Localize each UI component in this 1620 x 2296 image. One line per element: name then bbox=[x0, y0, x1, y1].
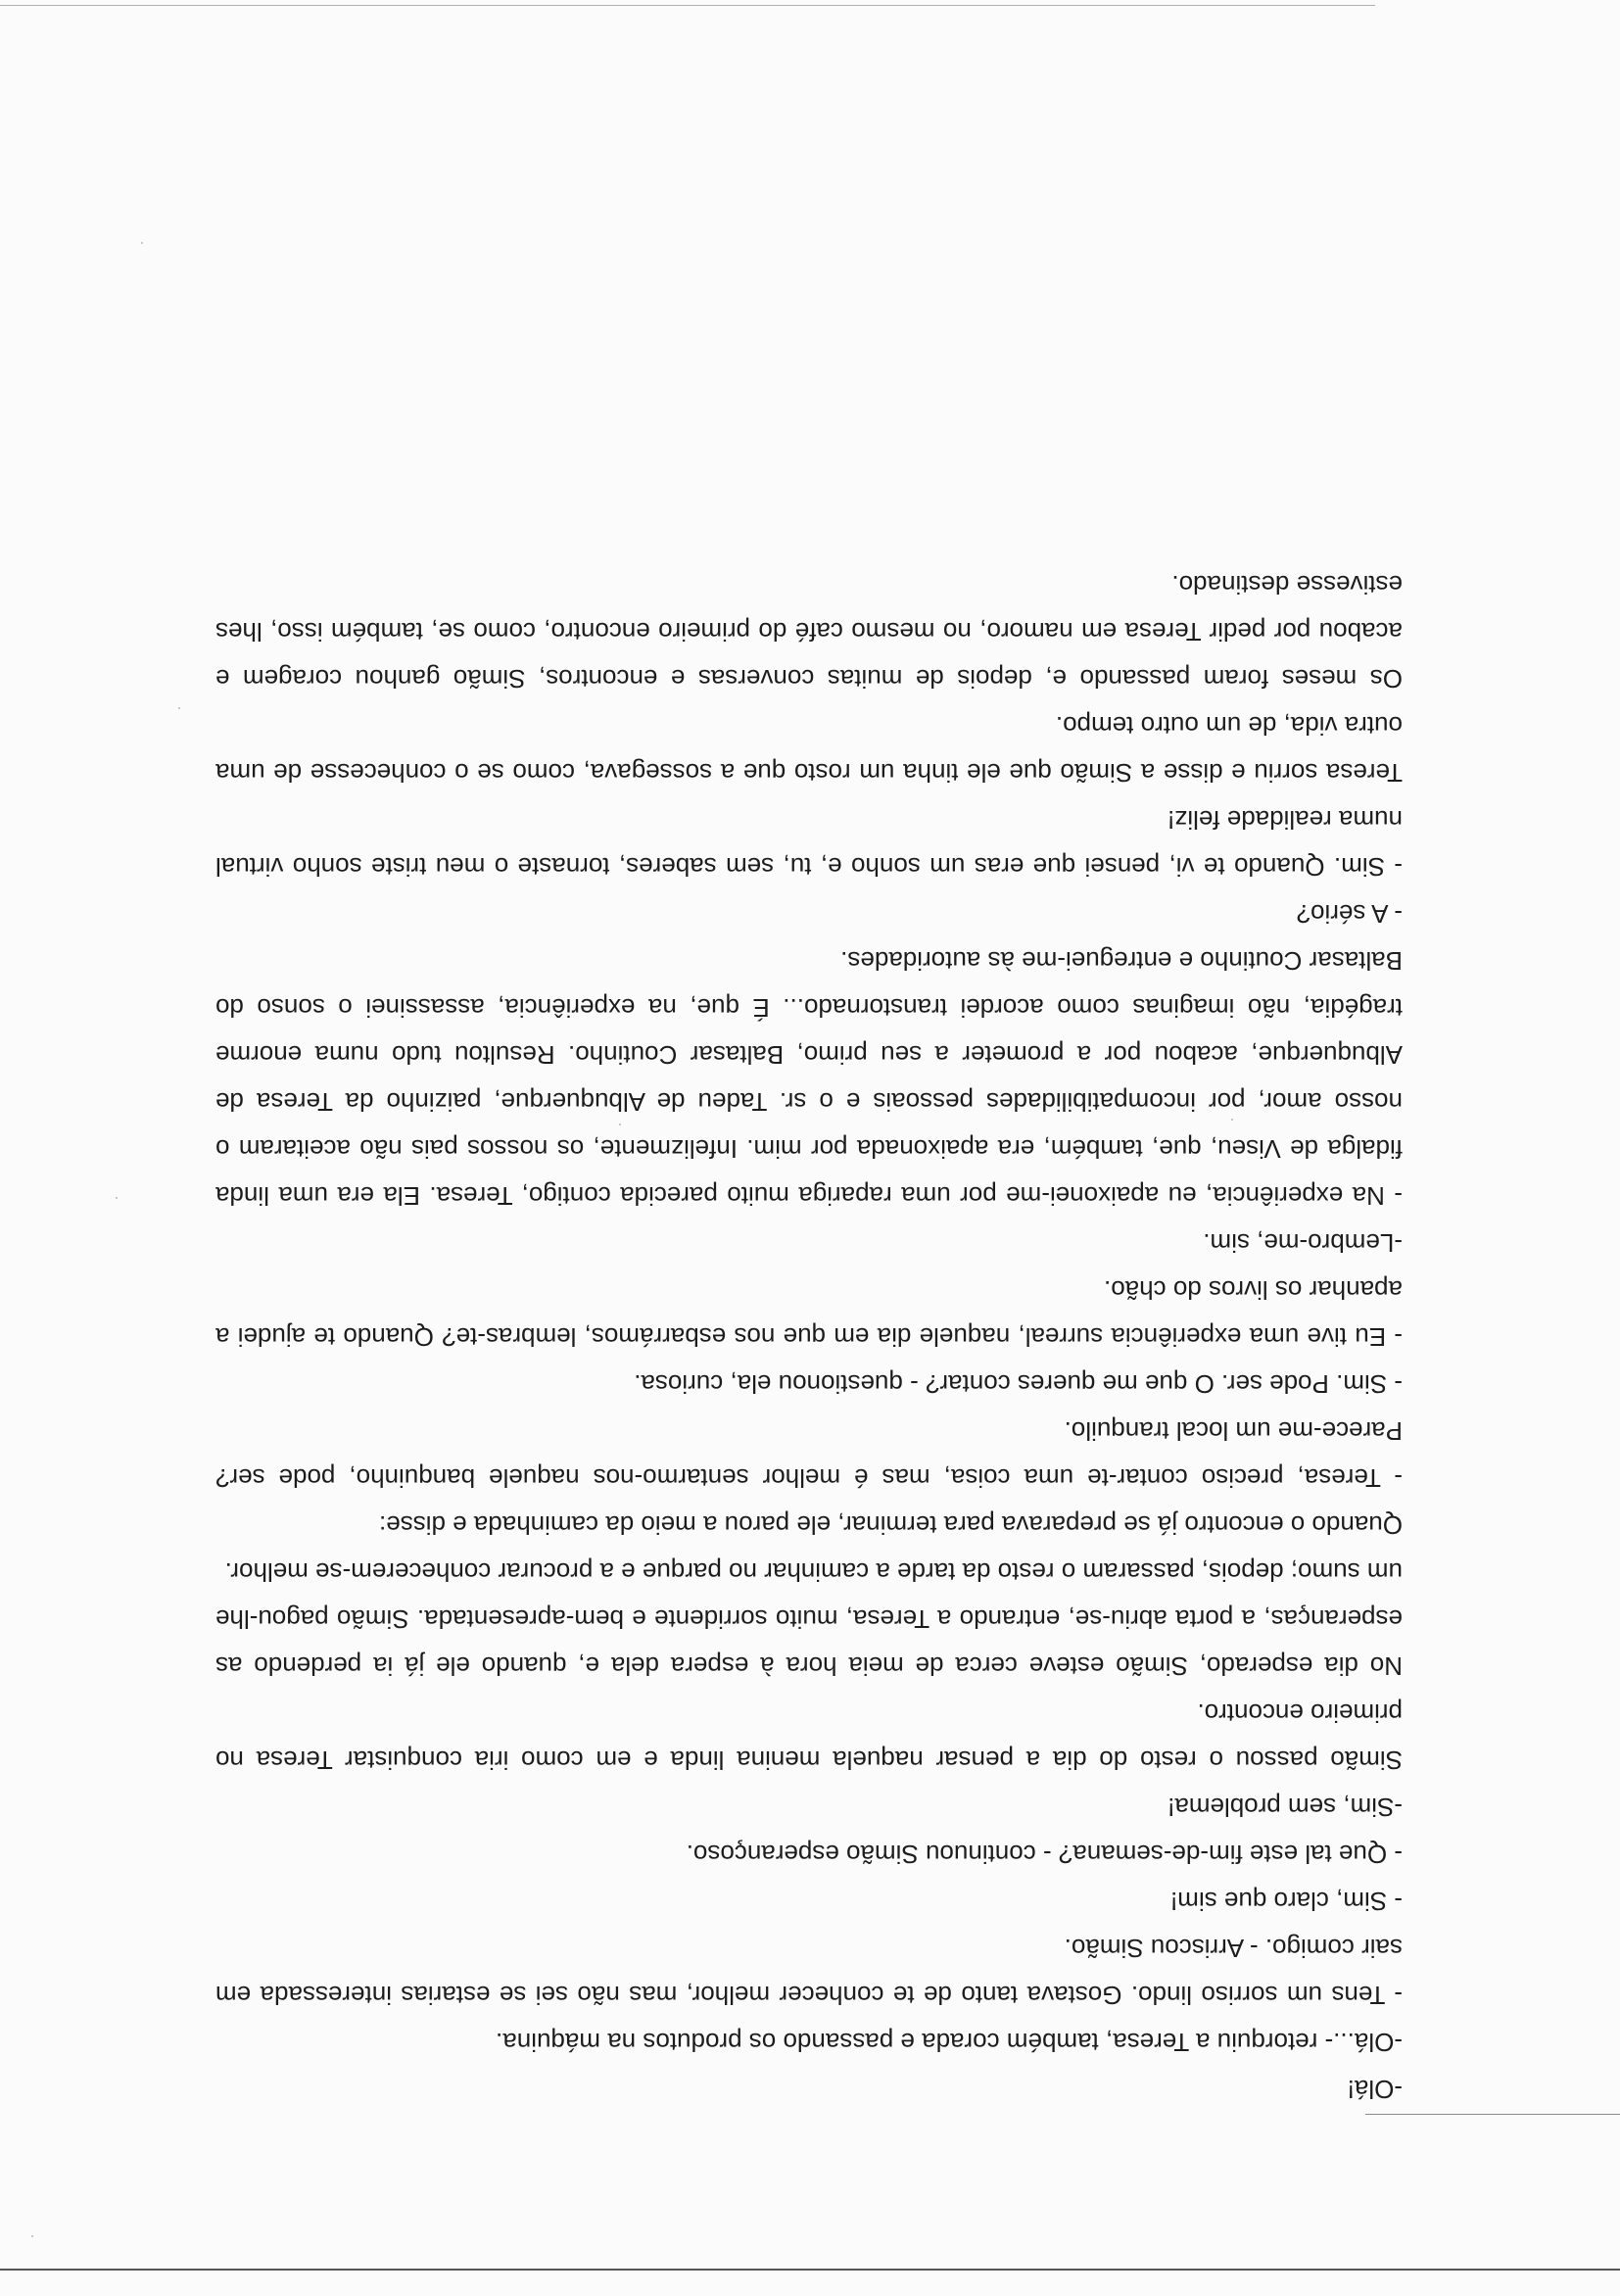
paragraph: Quando o encontro já se preparava para terminar, ele parou a meio da caminhada e disse: bbox=[379, 1510, 1403, 1540]
paragraph: - Sim. Pode ser. O que me queres contar? - questionou ela, curiosa. bbox=[634, 1369, 1403, 1399]
paragraph: - Eu tive uma experiência surreal, naquele dia em que nos esbarrámos, lembras-te? Quando te ajudei a apanhar os livros do chão. bbox=[215, 1275, 1403, 1352]
paragraph: Simão passou o resto do dia a pensar naquela menina linda e em como iria conquistar Teresa no primeiro encontro. bbox=[215, 1698, 1403, 1775]
scan-edge-line bbox=[1365, 2114, 1620, 2115]
paragraph: -Olá...- retorquiu a Teresa, também corada e passando os produtos na máquina. bbox=[496, 2028, 1403, 2057]
document-text bbox=[215, 561, 1403, 2113]
scan-edge-line bbox=[0, 5, 1375, 6]
paragraph: - Tens um sorriso lindo. Gostava tanto de te conhecer melhor, mas não sei se estarias interessada em sair comigo. - Arriscou Simão. bbox=[215, 1934, 1403, 2010]
paragraph: No dia esperado, Simão esteve cerca de meia hora à espera dela e, quando ele já ia perdendo as esperanças, a porta abriu-se, entrando a Teresa, muito sorridente e bem-apresentada. Simão pagou-lhe um sumo; depois, passaram o resto da tarde a caminhar no parque e a procurar conhecerem-se melhor. bbox=[215, 1557, 1403, 1681]
scan-speck bbox=[178, 707, 180, 709]
paragraph: -Lembro-me, sim. bbox=[1203, 1228, 1403, 1258]
paragraph: - A sério? bbox=[1296, 899, 1403, 929]
paragraph: Teresa sorriu e disse a Simão que ele tinha um rosto que a sossegava, como se o conhecesse de uma outra vida, de um outro tempo. bbox=[215, 711, 1403, 788]
paragraph: - Teresa, preciso contar-te uma coisa, mas é melhor sentarmo-nos naquele banquinho, pode ser? Parece-me um local tranquilo. bbox=[215, 1416, 1403, 1493]
paragraph: -Olá! bbox=[1347, 2075, 1403, 2104]
scan-speck bbox=[116, 1197, 118, 1199]
scan-speck bbox=[31, 2235, 33, 2237]
paragraph: - Sim. Quando te vi, pensei que eras um sonho e, tu, sem saberes, tornaste o meu triste sonho virtual numa realidade feliz! bbox=[215, 805, 1403, 882]
scan-speck bbox=[141, 242, 143, 244]
paragraph: -Sim, sem problema! bbox=[1167, 1793, 1403, 1822]
paragraph: Os meses foram passando e, depois de muitas conversas e encontros, Simão ganhou coragem e acabou por pedir Teresa em namoro, no mesmo café do primeiro encontro, como se, também isso, lhes estivesse destinado. bbox=[215, 570, 1403, 694]
paragraph: - Na experiência, eu apaixonei-me por uma rapariga muito parecida contigo, Teresa. Ela era uma linda fidalga de Viseu, que, também, era apaixonada por mim. Infelizmente, os nossos pais não aceitaram o nosso amor, por incompatibilidades pessoais e o sr. Tadeu de Albuquerque, paizinho da Teresa de Albuquerque, acabou por a prometer a seu primo, Baltasar Coutinho. Resultou tudo numa enorme tragédia, não imaginas como acordei transtornado... É que, na experiência, assassinei o sonso do Baltasar Coutinho e entreguei-me às autoridades. bbox=[215, 946, 1403, 1211]
scan-edge-line bbox=[0, 2269, 1620, 2271]
paragraph: - Sim, claro que sim! bbox=[1170, 1887, 1403, 1916]
paragraph: - Que tal este fim-de-semana? - continuou Simão esperançoso. bbox=[686, 1840, 1403, 1869]
